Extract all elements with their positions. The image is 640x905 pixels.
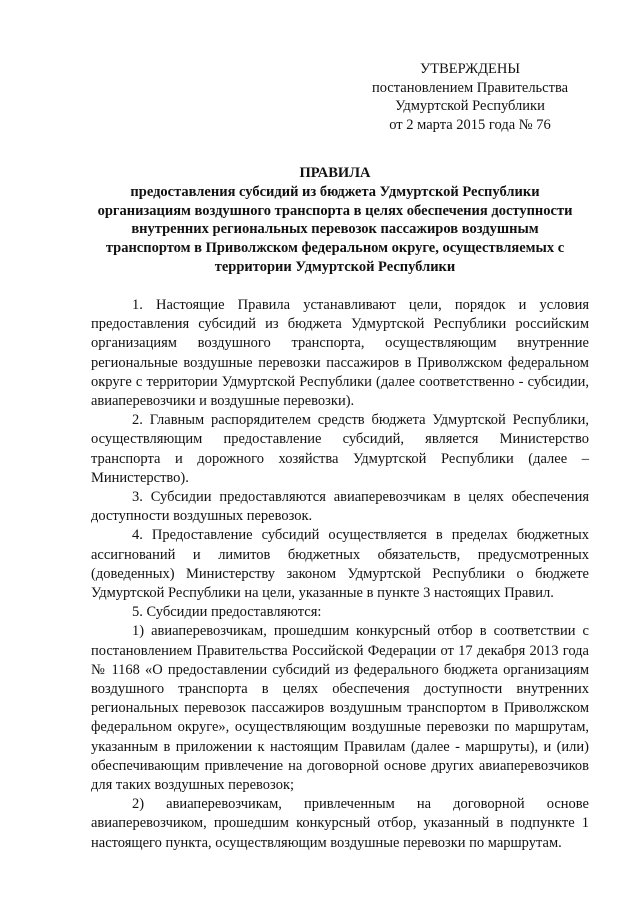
title-line: транспортом в Приволжском федеральном округе, осуществляемых с (105, 240, 565, 257)
approval-heading: УТВЕРЖДЕНЫ (419, 61, 521, 77)
paragraph-1: 1. Настоящие Правила устанавливают цели, порядок и условия предоставления субсидий из бюджета Удмуртской Республики российским организациям воздушного транспорта, осуществляющим внутренние региональные воздушные перевозки пассажиров в Приволжском федеральном округе с территории Удмуртской Республики (далее соответственно - субсидии, авиаперевозчики и воздушные перевозки). (91, 297, 589, 410)
paragraph-3: 3. Субсидии предоставляются авиаперевозчикам в целях обеспечения доступности воздушных перевозок. (91, 489, 589, 525)
paragraph-5: 5. Субсидии предоставляются: (132, 604, 322, 621)
document-body (91, 296, 589, 853)
title-heading: ПРАВИЛА (299, 165, 371, 181)
title-subtitle (75, 183, 595, 277)
approval-stamp (360, 60, 580, 134)
title-line: предоставления субсидий из бюджета Удмуртской Республики (130, 183, 540, 200)
title-line: внутренних региональных перевозок пассажиров воздушным (131, 221, 539, 238)
title-line: территории Удмуртской Республики (214, 258, 456, 275)
paragraph-5-item-2: 2) авиаперевозчикам, привлеченным на договорной основе авиаперевозчиком, прошедшим конкурсный отбор, указанный в подпункте 1 настоящего пункта, осуществляющим воздушные перевозки по маршрутам. (91, 796, 589, 851)
approval-line-date: от 2 марта 2015 года № 76 (389, 116, 551, 133)
approval-line-republic: Удмуртской Республики (395, 98, 545, 114)
paragraph-4: 4. Предоставление субсидий осуществляется в пределах бюджетных ассигнований и лимитов бюджетных обязательств, предусмотренных (доведенных) Министерству законом Удмуртской Республики о бюджете Удмуртской Республики на цели, указанные в пункте 3 настоящих Правил. (91, 527, 589, 602)
title-line: организациям воздушного транспорта в целях обеспечения доступности (97, 202, 573, 219)
document-title (75, 164, 595, 277)
approval-line-decree: постановлением Правительства (371, 79, 569, 96)
paragraph-5-item-1: 1) авиаперевозчикам, прошедшим конкурсный отбор в соответствии с постановлением Правительства Российской Федерации от 17 декабря 2013 года № 1168 «О предоставлении субсидий из федерального бюджета организациям воздушного транспорта в целях обеспечения доступности внутренних региональных перевозок пассажиров воздушным транспортом в Приволжском федеральном округе», осуществляющим воздушные перевозки по маршрутам, указанным в приложении к настоящим Правилам (далее - маршруты), и (или) обеспечивающим привлечение на договорной основе других авиаперевозчиков для таких воздушных перевозок; (91, 623, 589, 794)
paragraph-2: 2. Главным распорядителем средств бюджета Удмуртской Республики, осуществляющим предоставление субсидий, является Министерство транспорта и дорожного хозяйства Удмуртской Республики (далее – Министерство). (91, 412, 589, 486)
